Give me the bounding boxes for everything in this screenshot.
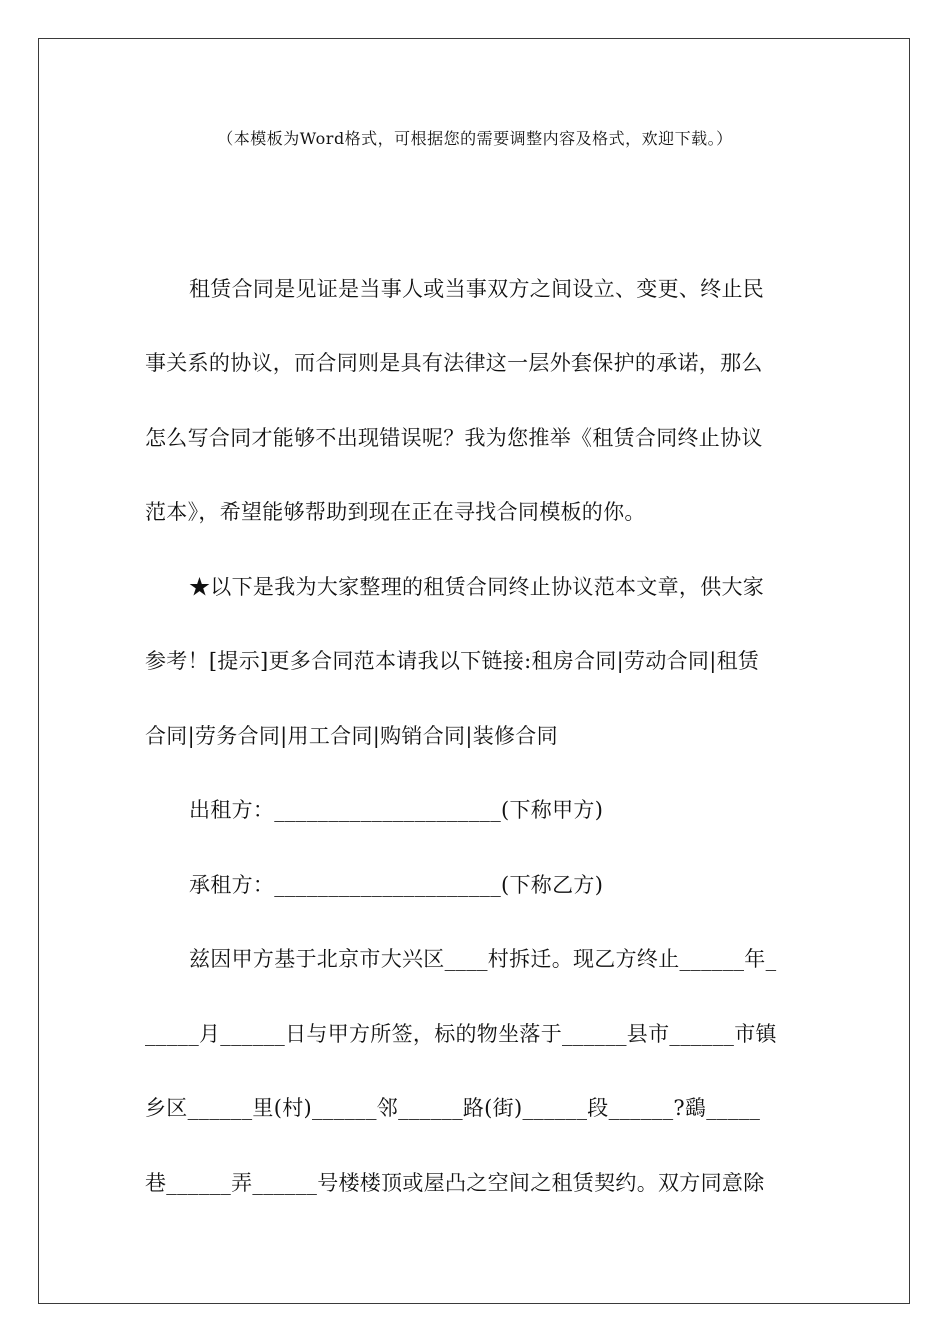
paragraph-line: _____月______日与甲方所签，标的物坐落于______县市______市镇: [145, 1022, 777, 1046]
paragraph-line: 合同|劳务合同|用工合同|购销合同|装修合同: [145, 724, 558, 748]
paragraph-line: 怎么写合同才能够不出现错误呢？我为您推举《租赁合同终止协议: [145, 426, 763, 450]
paragraph-line: 乡区______里(村)______邻______路(街)______段______?鷂_____: [145, 1096, 761, 1120]
paragraph-line: 巷______弄______号楼楼顶或屋凸之空间之租赁契约。双方同意除: [145, 1171, 765, 1195]
paragraph-line: 租赁合同是见证是当事人或当事双方之间设立、变更、终止民: [189, 277, 765, 301]
paragraph-line: 参考！[提示]更多合同范本请我以下链接:租房合同|劳动合同|租赁: [145, 649, 760, 673]
lessee-line: 承租方：_____________________(下称乙方): [189, 873, 604, 897]
template-note: （本模板为Word格式，可根据您的需要调整内容及格式，欢迎下载。）: [217, 129, 733, 148]
paragraph-line: ★以下是我为大家整理的租赁合同终止协议范本文章，供大家: [189, 575, 765, 599]
paragraph-line: 范本》，希望能够帮助到现在正在寻找合同模板的你。: [145, 500, 646, 524]
paragraph-line: 事关系的协议，而合同则是具有法律这一层外套保护的承诺，那么: [145, 351, 763, 375]
lessor-line: 出租方：_____________________(下称甲方): [189, 798, 604, 822]
paragraph-line: 兹因甲方基于北京市大兴区____村拆迁。现乙方终止______年_: [189, 947, 777, 971]
